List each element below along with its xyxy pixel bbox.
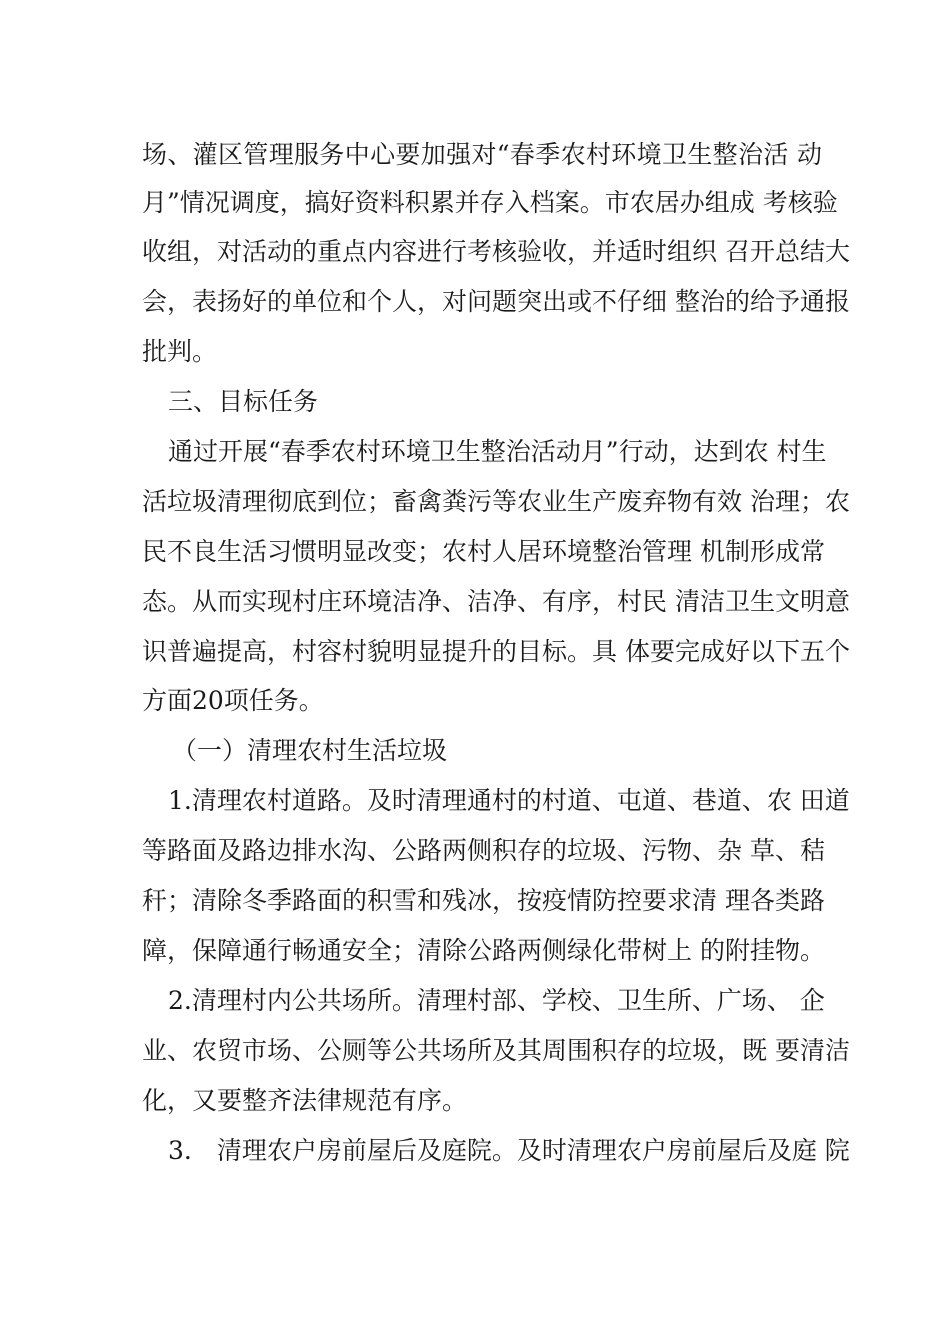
text-line-1: 场、灌区管理服务中心要加强对“春季农村环境卫生整治活 动 <box>142 140 822 169</box>
text-line-4: 会，表扬好的单位和个人，对问题突出或不仔细 整治的给予通报 <box>142 287 850 316</box>
text-line-15: 等路面及路边排水沟、公路两侧积存的垃圾、污物、杂 草、秸 <box>142 836 825 865</box>
text-line-20: 化，又要整齐法律规范有序。 <box>142 1086 468 1115</box>
subsection-heading-1: （一）清理农村生活垃圾 <box>172 736 448 765</box>
text-line-19: 业、农贸市场、公厕等公共场所及其周围积存的垃圾，既 要清洁 <box>142 1036 850 1065</box>
text-line-18: 2.清理村内公共场所。清理村部、学校、卫生所、广场、 企 <box>168 986 825 1015</box>
text-line-3: 收组，对活动的重点内容进行考核验收，并适时组织 召开总结大 <box>142 237 850 266</box>
text-line-7: 通过开展“春季农村环境卫生整治活动月”行动，达到农 村生 <box>168 437 827 466</box>
text-line-2: 月”情况调度，搞好资料积累并存入档案。市农居办组成 考核验 <box>142 188 838 217</box>
text-line-9: 民不良生活习惯明显改变；农村人居环境整治管理 机制形成常 <box>142 537 825 566</box>
text-line-10: 态。从而实现村庄环境洁净、洁净、有序，村民 清洁卫生文明意 <box>142 587 850 616</box>
text-line-5: 批判。 <box>142 337 218 366</box>
section-heading-3: 三、目标任务 <box>168 387 319 416</box>
text-line-21: 3. 清理农户房前屋后及庭院。及时清理农户房前屋后及庭 院 <box>168 1136 850 1165</box>
text-line-8: 活垃圾清理彻底到位；畜禽粪污等农业生产废弃物有效 治理；农 <box>142 487 850 516</box>
text-line-16: 秆；清除冬季路面的积雪和残冰，按疫情防控要求清 理各类路 <box>142 886 825 915</box>
text-line-12: 方面20项任务。 <box>142 686 324 715</box>
text-line-17: 障，保障通行畅通安全；清除公路两侧绿化带树上 的附挂物。 <box>142 936 825 965</box>
text-line-11: 识普遍提高，村容村貌明显提升的目标。具 体要完成好以下五个 <box>142 637 850 666</box>
text-line-14: 1.清理农村道路。及时清理通村的村道、屯道、巷道、农 田道 <box>168 786 850 815</box>
